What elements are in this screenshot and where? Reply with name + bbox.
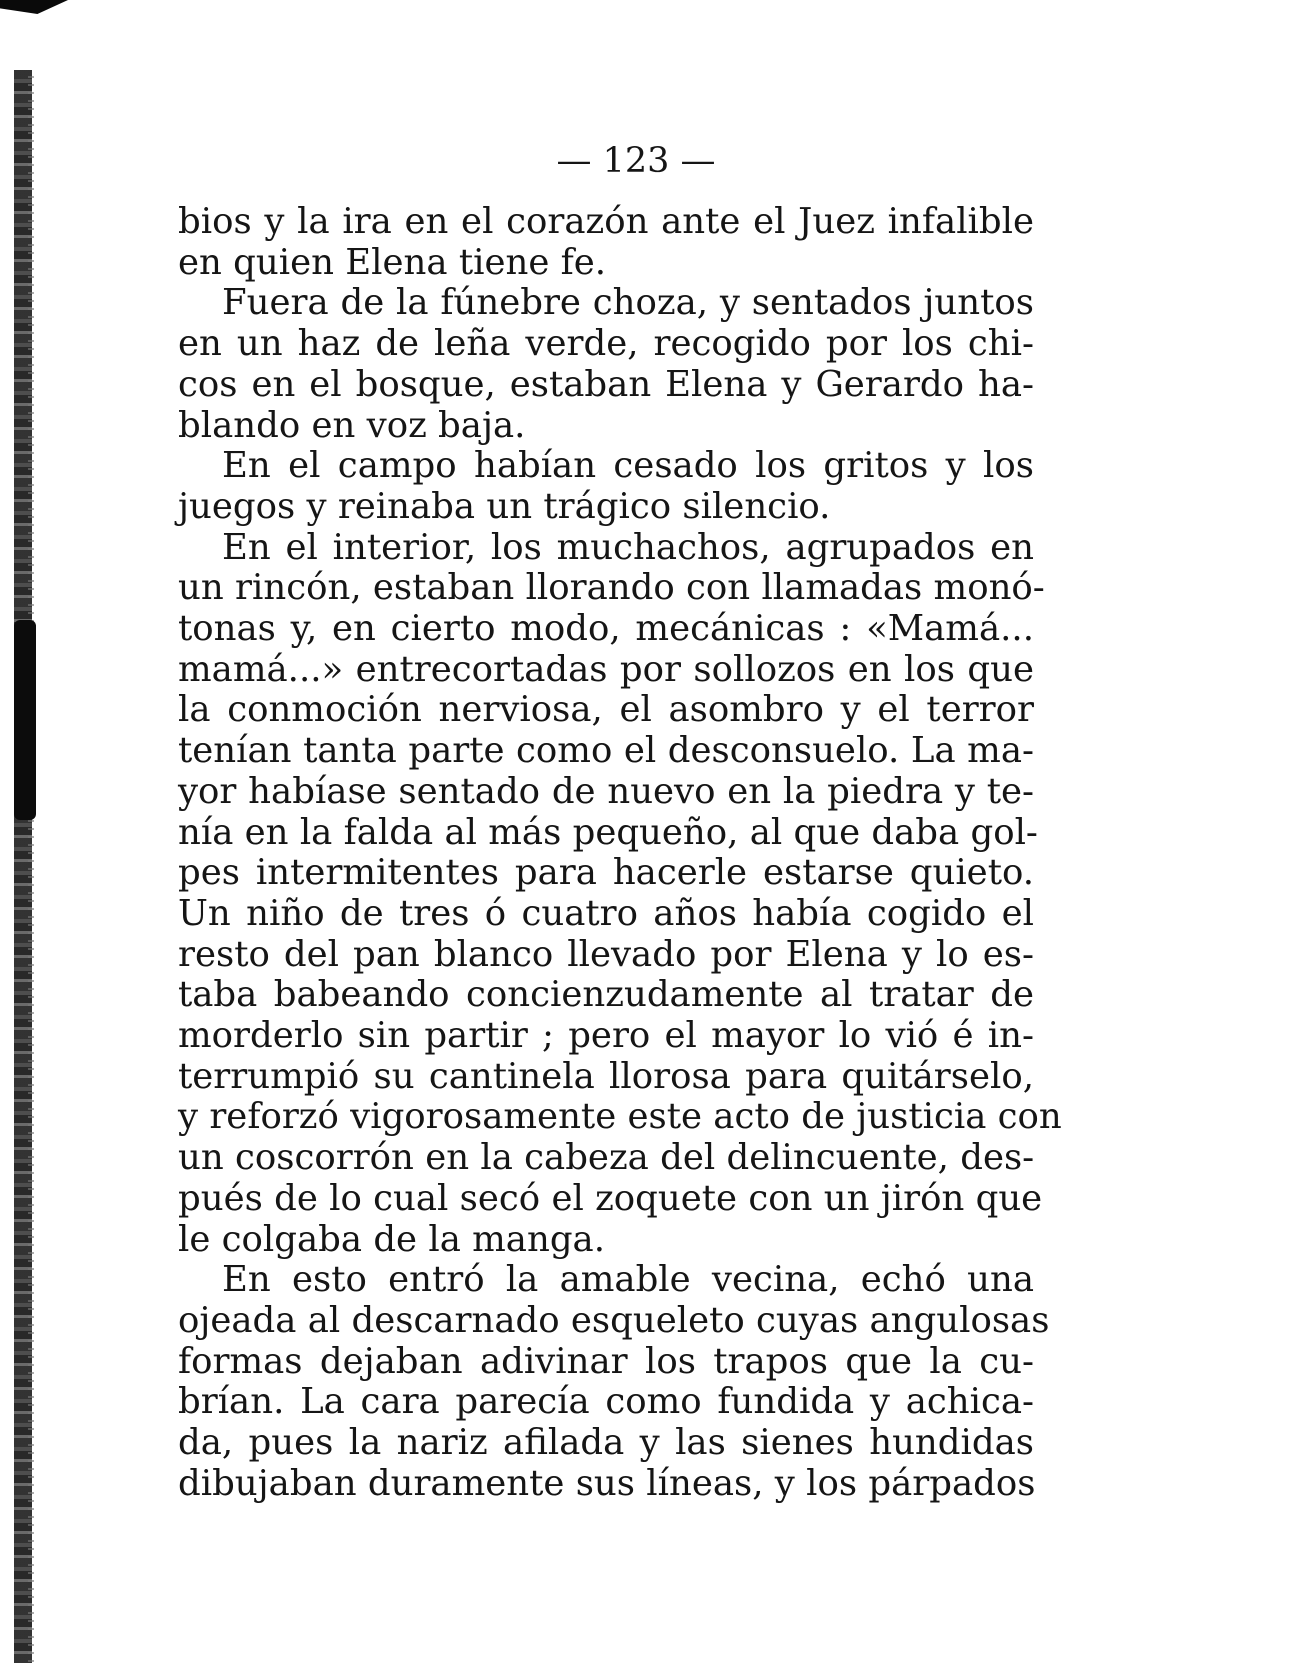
text-line: En el interior, los muchachos, agrupados en — [222, 526, 1034, 568]
text-line: en un haz de leña verde, recogido por los chi- — [178, 323, 1034, 365]
paragraph — [178, 283, 1034, 446]
text-line: Fuera de la fúnebre choza, y sentados juntos — [222, 282, 1034, 324]
text-line: un rincón, estaban llorando con llamadas monó- — [178, 567, 1045, 609]
text-line: pués de lo cual secó el zoquete con un jirón que — [178, 1177, 1043, 1219]
paragraph — [178, 1259, 1050, 1504]
text-line: Un niño de tres ó cuatro años había cogido el — [178, 892, 1034, 934]
text-line: tenían tanta parte como el desconsuelo. La ma- — [178, 730, 1034, 772]
text-line: en quien Elena tiene fe. — [178, 241, 607, 283]
text-line: le colgaba de la manga. — [178, 1218, 606, 1260]
paragraph — [178, 446, 1034, 527]
book-page — [178, 138, 1062, 1505]
text-line: mamá...» entrecortadas por sollozos en los que — [178, 648, 1034, 690]
text-line: juegos y reinaba un trágico silencio. — [178, 485, 831, 527]
text-line: resto del pan blanco llevado por Elena y lo es- — [178, 933, 1034, 975]
book-binding-shadow — [28, 70, 34, 1663]
text-line: nía en la falda al más pequeño, al que daba gol- — [178, 811, 1038, 853]
text-line: tonas y, en cierto modo, mecánicas : «Mamá... — [178, 608, 1034, 650]
text-line: cos en el bosque, estaban Elena y Gerardo ha- — [178, 363, 1034, 405]
text-line: yor habíase sentado de nuevo en la piedra y te- — [178, 770, 1034, 812]
text-line: y reforzó vigorosamente este acto de justicia con — [178, 1096, 1062, 1138]
page-number: — 123 — — [556, 141, 716, 181]
text-line: da, pues la nariz afilada y las sienes hundidas — [178, 1422, 1034, 1464]
text-line: terrumpió su cantinela llorosa para quitárselo, — [178, 1055, 1034, 1097]
text-line: taba babeando concienzudamente al tratar de — [178, 974, 1034, 1016]
text-line: brían. La cara parecía como fundida y achica- — [178, 1381, 1034, 1423]
page-body-text — [178, 201, 1062, 1505]
text-line: ojeada al descarnado esqueleto cuyas angulosas — [178, 1299, 1050, 1341]
text-line: morderlo sin partir ; pero el mayor lo vió é in- — [178, 1015, 1034, 1057]
paragraph — [178, 526, 1062, 1261]
text-line: un coscorrón en la cabeza del delincuente, des- — [178, 1137, 1035, 1179]
paragraph — [178, 202, 1034, 283]
text-line: dibujaban duramente sus líneas, y los párpados — [178, 1462, 1036, 1504]
text-line: pes intermitentes para hacerle estarse quieto. — [178, 852, 1034, 894]
scan-corner-mark — [0, 0, 68, 14]
book-binding-dark-spot — [14, 620, 36, 820]
text-line: la conmoción nerviosa, el asombro y el terror — [178, 689, 1034, 731]
text-line: En el campo habían cesado los gritos y los — [222, 445, 1034, 487]
text-line: En esto entró la amable vecina, echó una — [222, 1259, 1034, 1301]
text-line: bios y la ira en el corazón ante el Juez infalible — [178, 201, 1034, 242]
text-line: blando en voz baja. — [178, 404, 526, 446]
text-line: formas dejaban adivinar los trapos que la cu- — [178, 1340, 1034, 1382]
